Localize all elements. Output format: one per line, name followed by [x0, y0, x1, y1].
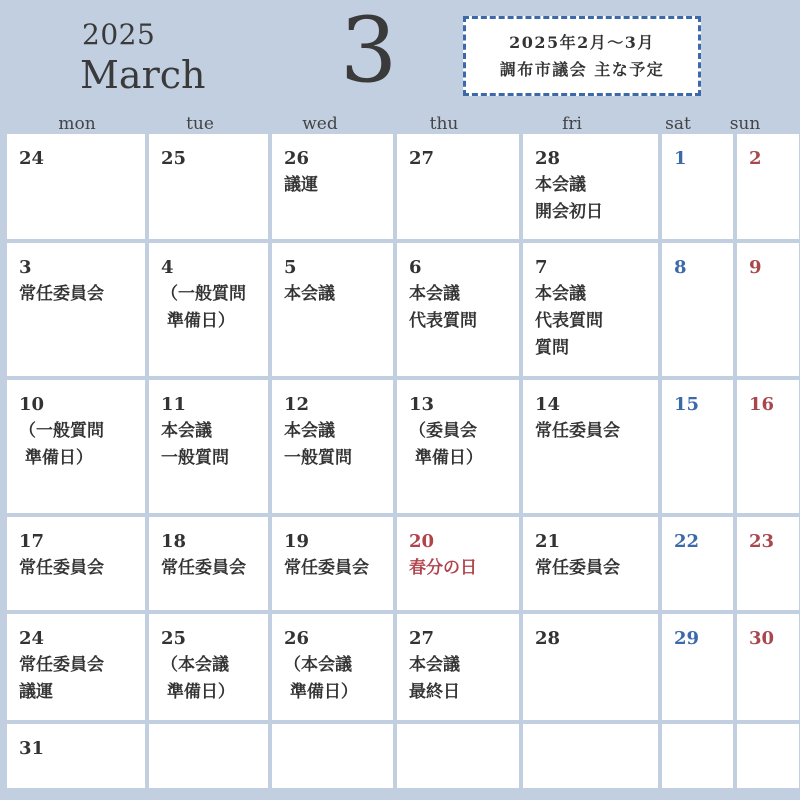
- info-line-title: 調布市議会 主な予定: [499, 60, 665, 79]
- month-number: 3: [340, 0, 398, 103]
- calendar-day-cell: [662, 517, 733, 610]
- calendar-day-cell: [7, 243, 145, 376]
- day-event-note: 本会議 最終日: [409, 655, 460, 702]
- calendar-day-cell: [737, 517, 799, 610]
- day-event-note: 議運: [284, 175, 318, 195]
- day-event-note: 本会議 一般質問: [161, 421, 229, 468]
- calendar-day-cell: [523, 724, 658, 788]
- year-label: 2025: [82, 18, 156, 51]
- weekday-sat: sat: [665, 114, 691, 134]
- day-number: 20: [409, 531, 435, 552]
- calendar-day-cell: [7, 134, 145, 239]
- calendar-day-cell: [397, 724, 519, 788]
- calendar-day-cell: [272, 614, 393, 720]
- calendar-day-cell: [737, 380, 799, 513]
- calendar-day-cell: [397, 243, 519, 376]
- day-number: 18: [161, 531, 187, 552]
- day-number: 5: [284, 257, 297, 278]
- calendar-day-cell: [662, 614, 733, 720]
- day-number: 26: [284, 148, 310, 169]
- day-event-note: 本会議 代表質問: [409, 284, 477, 331]
- calendar-day-cell: [397, 380, 519, 513]
- calendar-day-cell: [397, 517, 519, 610]
- calendar-day-cell: [737, 134, 799, 239]
- calendar-day-cell: [523, 380, 658, 513]
- day-event-note: 春分の日: [409, 558, 477, 578]
- day-number: 13: [409, 394, 435, 415]
- day-event-note: （一般質問 準備日）: [161, 284, 246, 331]
- day-event-note: （本会議 準備日）: [284, 655, 358, 702]
- day-number: 14: [535, 394, 561, 415]
- calendar-day-cell: [149, 724, 268, 788]
- day-event-note: （本会議 準備日）: [161, 655, 235, 702]
- calendar-day-cell: [7, 614, 145, 720]
- day-number: 28: [535, 628, 561, 649]
- day-number: 31: [19, 738, 45, 759]
- day-number: 6: [409, 257, 422, 278]
- day-number: 29: [674, 628, 700, 649]
- day-event-note: 本会議: [284, 284, 335, 304]
- day-number: 15: [674, 394, 700, 415]
- day-number: 8: [674, 257, 687, 278]
- month-name: March: [80, 53, 206, 97]
- calendar-day-cell: [662, 724, 733, 788]
- day-event-note: 常任委員会 議運: [19, 655, 104, 702]
- calendar-day-cell: [523, 517, 658, 610]
- day-number: 28: [535, 148, 561, 169]
- calendar-day-cell: [662, 134, 733, 239]
- day-number: 4: [161, 257, 174, 278]
- day-number: 7: [535, 257, 548, 278]
- calendar-day-cell: [149, 517, 268, 610]
- day-number: 9: [749, 257, 762, 278]
- weekday-tue: tue: [186, 114, 214, 134]
- calendar-day-cell: [7, 380, 145, 513]
- day-number: 19: [284, 531, 310, 552]
- calendar-grid: [7, 134, 793, 788]
- day-event-note: 本会議 代表質問 質問: [535, 284, 603, 358]
- day-event-note: 常任委員会: [535, 558, 620, 578]
- day-number: 23: [749, 531, 775, 552]
- day-event-note: （一般質問 準備日）: [19, 421, 104, 468]
- day-number: 25: [161, 628, 187, 649]
- schedule-info-box: [463, 16, 701, 96]
- calendar-day-cell: [737, 724, 799, 788]
- calendar-day-cell: [7, 724, 145, 788]
- day-event-note: 常任委員会: [284, 558, 369, 578]
- calendar-day-cell: [397, 614, 519, 720]
- calendar-day-cell: [737, 243, 799, 376]
- weekday-fri: fri: [562, 114, 582, 134]
- calendar-day-cell: [149, 134, 268, 239]
- weekday-mon: mon: [58, 114, 96, 134]
- calendar-day-cell: [149, 614, 268, 720]
- weekday-wed: wed: [302, 114, 338, 134]
- day-number: 11: [161, 394, 187, 415]
- calendar-day-cell: [272, 380, 393, 513]
- day-number: 1: [674, 148, 687, 169]
- calendar-day-cell: [397, 134, 519, 239]
- calendar-day-cell: [272, 243, 393, 376]
- day-event-note: （委員会 準備日）: [409, 421, 483, 468]
- day-number: 21: [535, 531, 561, 552]
- day-number: 22: [674, 531, 700, 552]
- calendar-day-cell: [149, 380, 268, 513]
- day-number: 2: [749, 148, 762, 169]
- calendar-day-cell: [523, 134, 658, 239]
- calendar-day-cell: [7, 517, 145, 610]
- day-event-note: 常任委員会: [161, 558, 246, 578]
- day-event-note: 常任委員会: [19, 558, 104, 578]
- day-number: 12: [284, 394, 310, 415]
- calendar-day-cell: [523, 614, 658, 720]
- day-event-note: 常任委員会: [535, 421, 620, 441]
- day-number: 24: [19, 148, 45, 169]
- weekday-sun: sun: [729, 114, 761, 134]
- calendar-day-cell: [272, 724, 393, 788]
- calendar-day-cell: [272, 517, 393, 610]
- day-event-note: 本会議 開会初日: [535, 175, 603, 222]
- day-event-note: 常任委員会: [19, 284, 104, 304]
- info-line-period: 2025年2月～3月: [509, 33, 655, 52]
- calendar-day-cell: [662, 243, 733, 376]
- day-number: 10: [19, 394, 45, 415]
- day-number: 3: [19, 257, 32, 278]
- calendar-day-cell: [272, 134, 393, 239]
- day-number: 30: [749, 628, 775, 649]
- day-number: 24: [19, 628, 45, 649]
- day-number: 27: [409, 628, 435, 649]
- day-event-note: 本会議 一般質問: [284, 421, 352, 468]
- day-number: 27: [409, 148, 435, 169]
- calendar-day-cell: [523, 243, 658, 376]
- calendar-day-cell: [737, 614, 799, 720]
- day-number: 17: [19, 531, 45, 552]
- weekday-thu: thu: [429, 114, 459, 134]
- calendar-day-cell: [662, 380, 733, 513]
- calendar-day-cell: [149, 243, 268, 376]
- day-number: 26: [284, 628, 310, 649]
- day-number: 16: [749, 394, 775, 415]
- day-number: 25: [161, 148, 187, 169]
